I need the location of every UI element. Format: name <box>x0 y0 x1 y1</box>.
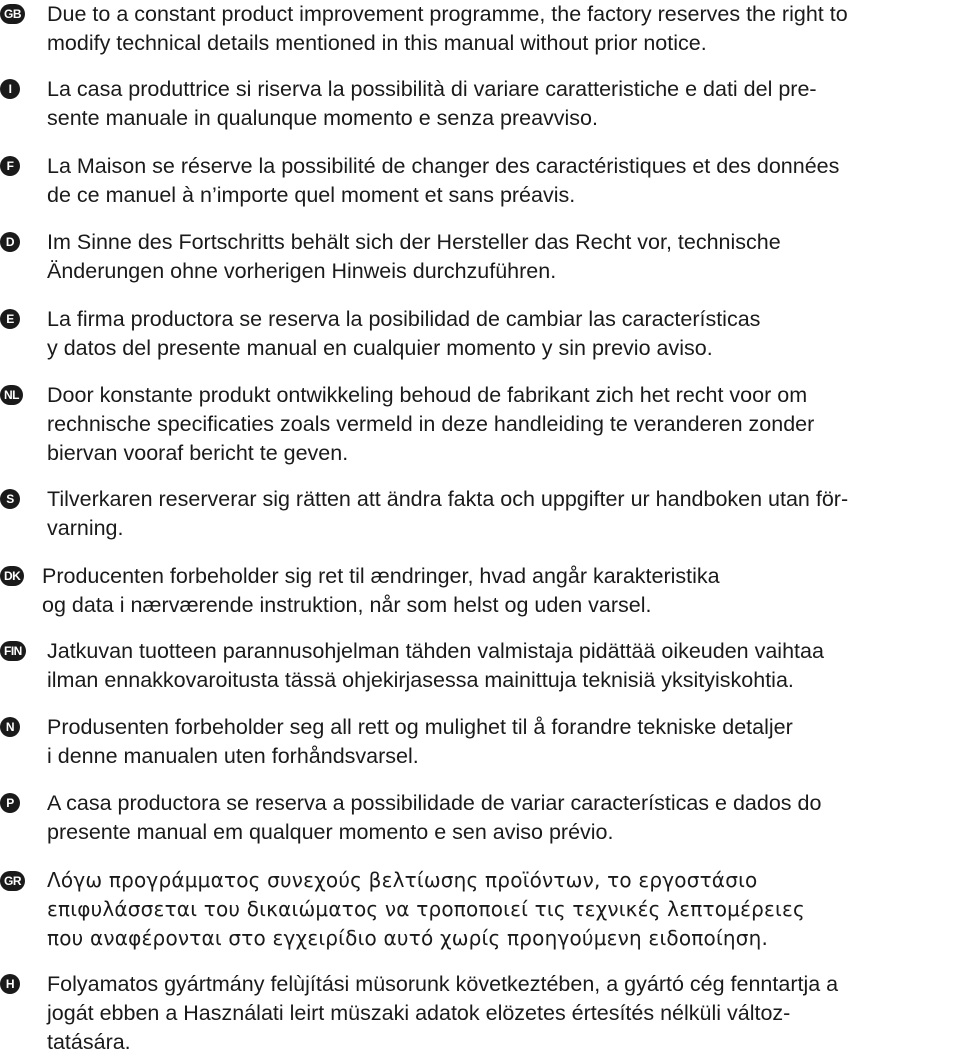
language-badge-p: P <box>0 793 20 813</box>
language-badge-d: D <box>0 232 20 252</box>
notice-text-fin: Jatkuvan tuotteen parannusohjelman tähden valmistaja pidättää oikeuden vaihtaa ilman ennakkovaroitusta tässä ohjekirjasessa mainittuja teknisiä yksityiskohtia. <box>47 639 824 692</box>
notice-text-gb: Due to a constant product improvement programme, the factory reserves the right to modify technical details mentioned in this manual without prior notice. <box>47 2 848 55</box>
notice-text-h: Folyamatos gyártmány felùjítási müsorunk következtében, a gyártó cég fenntartja a jogát ebben a Használati leirt müszaki adatok elözetes értesítés nélküli változ- tatására. <box>47 972 839 1054</box>
notice-text-i: La casa produttrice si riserva la possibilità di variare caratteristiche e dati del pre- sente manuale in qualunque momento e senza preavviso. <box>47 77 817 130</box>
language-badge-s: S <box>0 489 20 509</box>
notice-text-dk: Producenten forbeholder sig ret til ændringer, hvad angår karakteristika og data i nærværende instruktion, når som helst og uden varsel. <box>42 564 720 617</box>
language-badge-f: F <box>0 156 20 176</box>
language-badge-fin: FIN <box>0 641 26 661</box>
language-badge-h: H <box>0 974 20 994</box>
notice-text-d: Im Sinne des Fortschritts behält sich der Hersteller das Recht vor, technische Änderungen ohne vorherigen Hinweis durchzuführen. <box>47 230 781 283</box>
notice-text-n: Produsenten forbeholder seg all rett og mulighet til å forandre tekniske detaljer i denne manualen uten forhåndsvarsel. <box>47 715 793 768</box>
language-badge-nl: NL <box>0 385 23 405</box>
notice-text-s: Tilverkaren reserverar sig rätten att ändra fakta och uppgifter ur handboken utan för- varning. <box>47 487 849 540</box>
notice-text-e: La firma productora se reserva la posibilidad de cambiar las características y datos del presente manual en cualquier momento y sin previo aviso. <box>47 307 761 360</box>
language-badge-n: N <box>0 717 20 737</box>
language-badge-i: I <box>0 79 20 99</box>
notice-text-nl: Door konstante produkt ontwikkeling behoud de fabrikant zich het recht voor om rechnische specificaties zoals vermeld in deze handleiding te veranderen zonder biervan vooraf bericht te geven. <box>47 383 815 465</box>
language-badge-gb: GB <box>0 4 25 24</box>
notice-text-p: A casa productora se reserva a possibilidade de variar características e dados do presente manual em qualquer momento e sen aviso prévio. <box>47 791 822 844</box>
language-badge-gr: GR <box>0 871 25 891</box>
language-badge-e: E <box>0 309 20 329</box>
notice-text-gr: Λόγω προγράμματος συνεχούς βελτίωσης προϊόντων, το εργοστάσιο επιφυλάσσεται του δικαιώματος να τροποποιεί τις τεχνικές λεπτομέρειες που αναφέρονται στο εγχειρίδιο αυτό χωρίς προηγούμενη ειδοποίηση. <box>47 868 805 950</box>
notice-text-f: La Maison se réserve la possibilité de changer des caractéristiques et des données de ce manuel à n’importe quel moment et sans préavis. <box>47 154 840 207</box>
language-badge-dk: DK <box>0 566 24 586</box>
